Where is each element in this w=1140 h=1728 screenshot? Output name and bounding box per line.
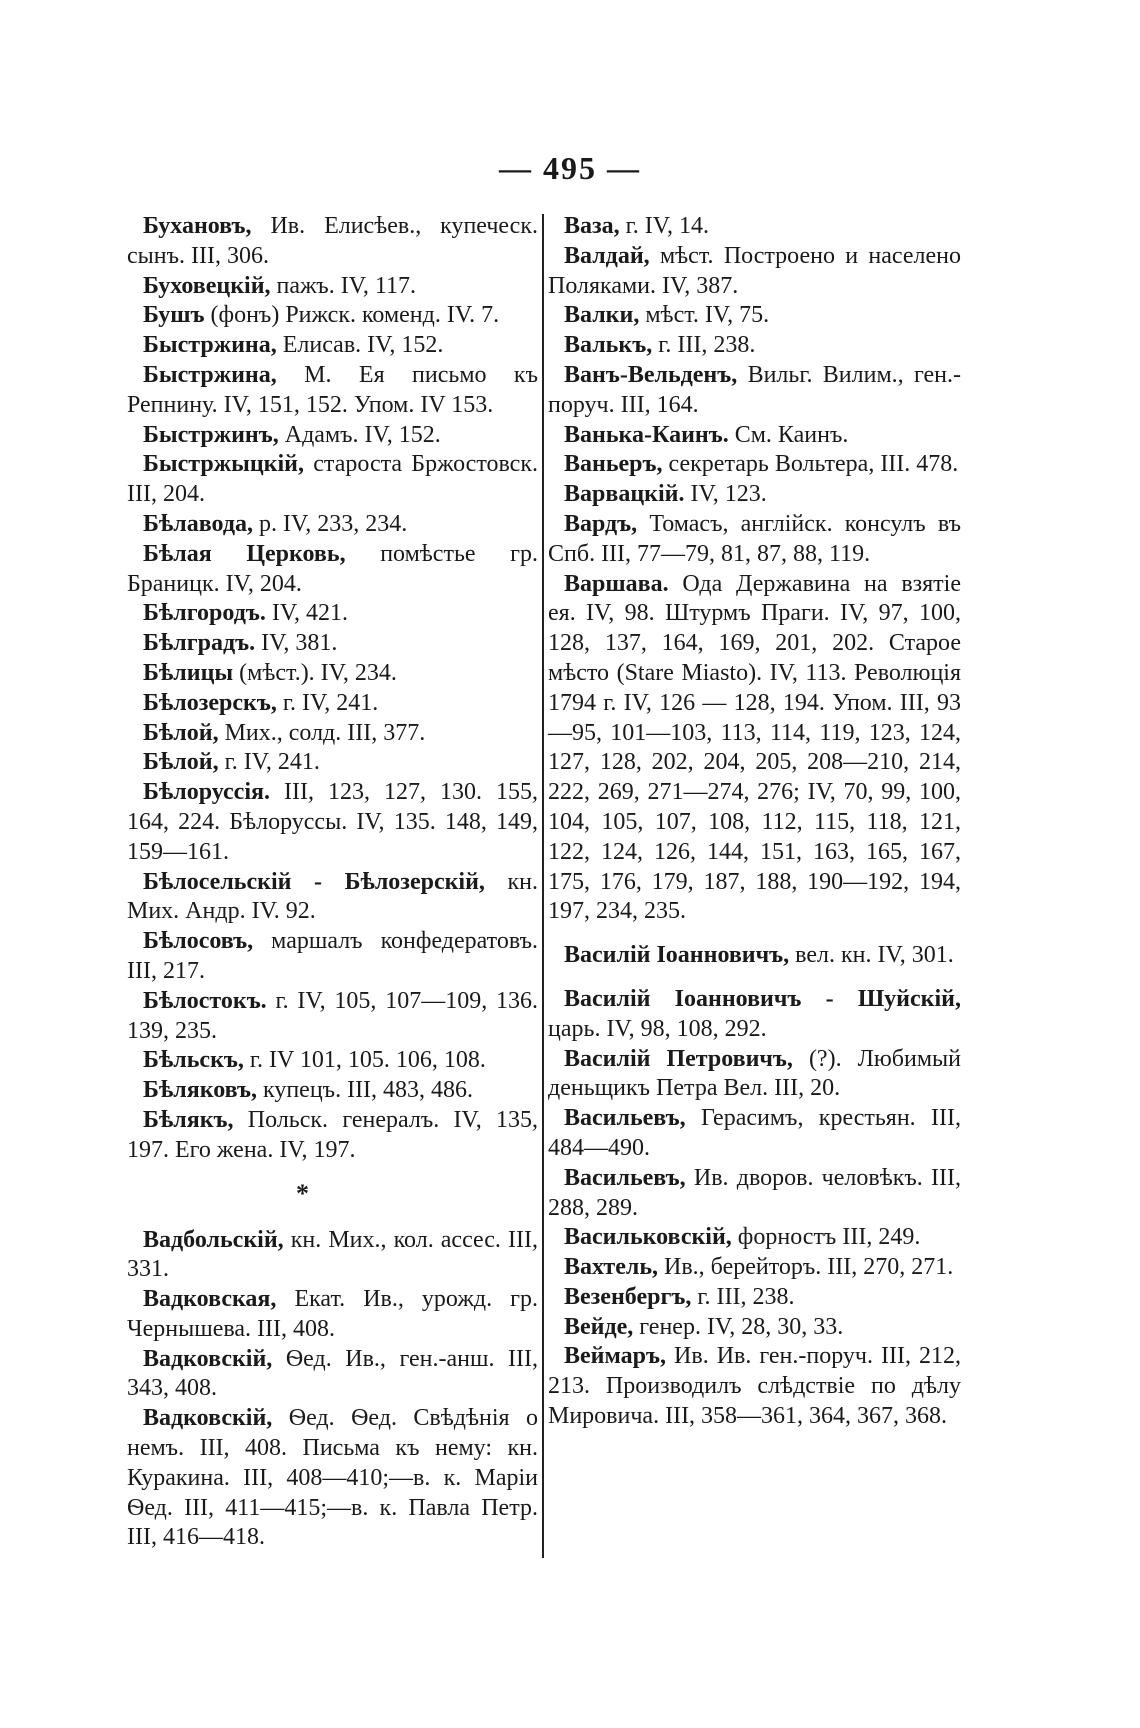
entry-text: Ода Державина на взятіе ея. IV, 98. Штурмъ Праги. IV, 97, 100, 128, 137, 164, 169, 201, 202. Старое мѣсто (Stare Miasto). IV, 113. Революція 1794 г. IV, 126 — 128, 194. Упом. III, 93—95, 101—103, 113, 114, 119, 123, 124, 127, 128, 202, 204, 205, 208—210, 214, 222, 269, 271—274, 276; IV, 70, 99, 100, 104, 105, 107, 108, 112, 115, 118, 121, 122, 124, 126, 144, 151, 163, 165, 167, 175, 176, 179, 187, 188, 190—192, 194, 197, 234, 235. (548, 570, 961, 925)
entry-text: г. IV, 14. (619, 213, 710, 239)
entry-headword: Васильковскій, (564, 1224, 732, 1251)
entry-text: Адамъ. IV, 152. (278, 421, 441, 448)
index-entry (127, 450, 538, 510)
entry-text: Герасимъ, крестьян. III, 484—490. (548, 1105, 961, 1161)
index-entry (127, 629, 538, 659)
entry-text: вел. кн. IV, 301. (789, 942, 954, 969)
entry-headword: Быстржинъ, (143, 421, 279, 448)
index-entry (127, 987, 538, 1047)
entry-text: Екат. Ив., урожд. гр. Чернышева. III, 408. (127, 1286, 538, 1342)
index-entry (548, 570, 961, 928)
entry-text: купецъ. III, 483, 486. (257, 1077, 474, 1104)
index-entry (548, 510, 961, 570)
entry-text: М. Ея письмо къ Репнину. IV, 151, 152. Упом. IV 153. (127, 361, 538, 418)
entry-text: IV, 421. (265, 600, 349, 627)
right-column (548, 212, 961, 1432)
entry-headword: Бѣлой, (143, 749, 219, 776)
entry-headword: Василій Іоанновичъ, (564, 942, 790, 969)
entry-headword: Буховецкій, (143, 272, 271, 299)
entry-headword: Варвацкій. (564, 481, 685, 508)
entry-headword: Валдай, (564, 242, 650, 269)
index-entry (127, 510, 538, 540)
entry-headword: Вахтель, (564, 1254, 659, 1281)
entry-headword: Васильевъ, (564, 1164, 686, 1191)
index-entry (127, 1345, 538, 1405)
index-entry (548, 361, 961, 421)
entry-text: г. III, 238. (652, 332, 756, 359)
entry-headword: Вадковскій, (143, 1345, 273, 1372)
index-entry (127, 689, 538, 719)
entry-text: Ѳед. Ив., ген.-анш. III, 343, 408. (127, 1345, 538, 1402)
entry-text: См. Каинъ. (728, 421, 849, 448)
index-entry (548, 331, 961, 361)
entry-headword: Василій Іоанновичъ - Шуйскій, (564, 985, 961, 1012)
index-entry (548, 480, 961, 510)
entry-headword: Вейде, (564, 1313, 634, 1340)
entry-text: IV, 123. (684, 481, 767, 508)
entry-text: генер. IV, 28, 30, 33. (633, 1313, 844, 1340)
entry-headword: Быстржина, (143, 361, 277, 388)
entry-headword: Бухановъ, (143, 213, 252, 239)
entry-headword: Бѣлосельскій - Бѣлозерскій, (143, 868, 485, 895)
entry-headword: Бѣлой, (143, 719, 219, 746)
index-entry (127, 272, 538, 302)
index-entry (548, 450, 961, 480)
entry-text: Елисав. IV, 152. (276, 332, 444, 359)
entry-text: г. IV 101, 105. 106, 108. (243, 1047, 486, 1074)
entry-headword: Варшава. (564, 570, 669, 597)
entry-headword: Бѣлосовъ, (143, 928, 254, 955)
index-entry (127, 659, 538, 689)
index-entry (548, 301, 961, 331)
index-entry (548, 1313, 961, 1343)
index-entry (127, 1226, 538, 1286)
entry-text: Ѳед. Ѳед. Свѣдѣнія о немъ. III, 408. Письма къ нему: кн. Куракина. III, 408—410;—в. к. Маріи Ѳед. III, 411—415;—в. к. Павла Петр. III, 416—418. (127, 1405, 538, 1551)
entry-text: г. IV, 241. (218, 749, 320, 776)
index-entry (548, 1253, 961, 1283)
entry-headword: Бѣлоруссія. (143, 779, 270, 806)
entry-text: г. III, 238. (691, 1283, 795, 1310)
entry-text: Вильг. Вилим., ген.-поруч. III, 164. (548, 361, 961, 418)
index-entry (127, 719, 538, 749)
entry-text: мѣст. IV, 75. (639, 302, 770, 329)
column-divider (542, 214, 544, 1558)
entry-text: кн. Мих. Андр. IV. 92. (127, 868, 538, 925)
entry-text: III, 123, 127, 130. 155, 164, 224. Бѣлоруссы. IV, 135. 148, 149, 159—161. (127, 779, 538, 865)
entry-text: кн. Мих., кол. ассес. III, 331. (127, 1226, 538, 1283)
index-entry (127, 212, 538, 272)
index-entry (127, 1046, 538, 1076)
entry-headword: Ваза, (564, 213, 620, 239)
index-entry (127, 599, 538, 629)
entry-text: (?). Любимый деньщикъ Петра Вел. III, 20. (548, 1045, 962, 1102)
index-entry (548, 1104, 961, 1164)
entry-headword: Ванъ-Вельденъ, (564, 361, 738, 388)
entry-text: (мѣст.). IV, 234. (233, 659, 397, 686)
index-entry (548, 242, 961, 302)
entry-text: пажъ. IV, 117. (270, 272, 417, 299)
entry-text: форностъ III, 249. (731, 1224, 921, 1251)
index-entry (127, 1076, 538, 1106)
index-entry (548, 1283, 961, 1313)
index-entry (548, 1223, 961, 1253)
index-entry (127, 868, 538, 928)
entry-text: Ив. Ив. ген.-поруч. III, 212, 213. Производилъ слѣдствіе по дѣлу Мировича. III, 358—361, 364, 367, 368. (548, 1343, 961, 1430)
entry-headword: Бѣльскъ, (143, 1047, 244, 1074)
entry-text: (фонъ) Рижск. коменд. IV. 7. (204, 302, 500, 329)
entry-text: маршалъ конфедератовъ. III, 217. (127, 928, 538, 984)
index-entry (548, 985, 961, 1045)
entry-headword: Валки, (564, 302, 640, 329)
entry-headword: Валькъ, (564, 332, 653, 359)
entry-headword: Бѣлгородъ. (143, 600, 266, 627)
entry-text: р. IV, 233, 234. (252, 510, 408, 537)
entry-headword: Ванька-Каинъ. (564, 421, 729, 448)
entry-headword: Бѣлицы (143, 659, 234, 686)
entry-headword: Бушъ (143, 302, 205, 329)
entry-text: царь. IV, 98, 108, 292. (548, 1015, 767, 1042)
index-entry (548, 1342, 961, 1431)
index-entry (127, 540, 538, 600)
entry-headword: Бѣлавода, (143, 510, 253, 537)
entry-headword: Бѣляковъ, (143, 1077, 257, 1104)
entry-headword: Бѣлая Церковь, (143, 540, 346, 567)
entry-text: Томасъ, англійск. консулъ въ Спб. III, 77—79, 81, 87, 88, 119. (548, 510, 961, 567)
entry-headword: Быстржыцкій, (143, 451, 304, 478)
index-entry (127, 927, 538, 987)
section-separator: * (296, 1178, 309, 1208)
index-entry (127, 331, 538, 361)
entry-text: IV, 381. (255, 630, 338, 657)
entry-headword: Вадбольскій, (143, 1226, 284, 1253)
entry-text: Ив. дворов. человѣкъ. III, 288, 289. (548, 1164, 961, 1221)
index-entry (548, 941, 961, 971)
entry-headword: Ваньеръ, (564, 451, 663, 478)
entry-headword: Бѣлостокъ. (143, 987, 267, 1014)
left-column (127, 212, 538, 1553)
index-entry (127, 748, 538, 778)
entry-text: г. IV, 241. (276, 689, 379, 716)
index-entry (127, 1404, 538, 1553)
entry-text: Мих., солд. III, 377. (218, 719, 426, 746)
entry-headword: Васильевъ, (564, 1105, 686, 1132)
entry-text: помѣстье гр. Браницк. IV, 204. (127, 540, 539, 597)
entry-headword: Бѣлозерскъ, (143, 689, 277, 716)
index-entry (548, 1164, 961, 1224)
index-entry (127, 1106, 538, 1166)
entry-headword: Вардъ, (564, 510, 638, 537)
index-entry (548, 421, 961, 451)
entry-headword: Вадковскій, (143, 1405, 273, 1432)
entry-headword: Василій Петровичъ, (564, 1045, 793, 1072)
entry-headword: Быстржина, (143, 332, 277, 359)
page-number: — 495 — (499, 150, 641, 186)
index-entry (127, 1285, 538, 1345)
entry-text: староста Бржостовск. III, 204. (127, 451, 538, 508)
index-entry (127, 778, 538, 867)
index-entry (548, 1045, 961, 1105)
entry-text: Польск. генералъ. IV, 135, 197. Его жена. IV, 197. (127, 1106, 538, 1163)
entry-text: г. IV, 105, 107—109, 136. 139, 235. (127, 987, 538, 1044)
index-entry (548, 212, 961, 242)
index-entry (127, 361, 538, 421)
index-entry (127, 301, 538, 331)
entry-text: мѣст. Построено и населено Поляками. IV, 387. (548, 242, 961, 299)
entry-headword: Бѣлякъ, (143, 1106, 234, 1133)
entry-headword: Веймаръ, (564, 1343, 667, 1370)
entry-headword: Бѣлградъ. (143, 630, 256, 657)
entry-text: Ив. Елисѣев., купеческ. сынъ. III, 306. (127, 213, 538, 269)
index-entry (127, 421, 538, 451)
entry-headword: Вадковская, (143, 1286, 277, 1313)
entry-text: Ив., берейторъ. III, 270, 271. (658, 1254, 954, 1281)
entry-text: секретарь Вольтера, III. 478. (662, 451, 959, 478)
entry-headword: Везенбергъ, (564, 1283, 692, 1310)
